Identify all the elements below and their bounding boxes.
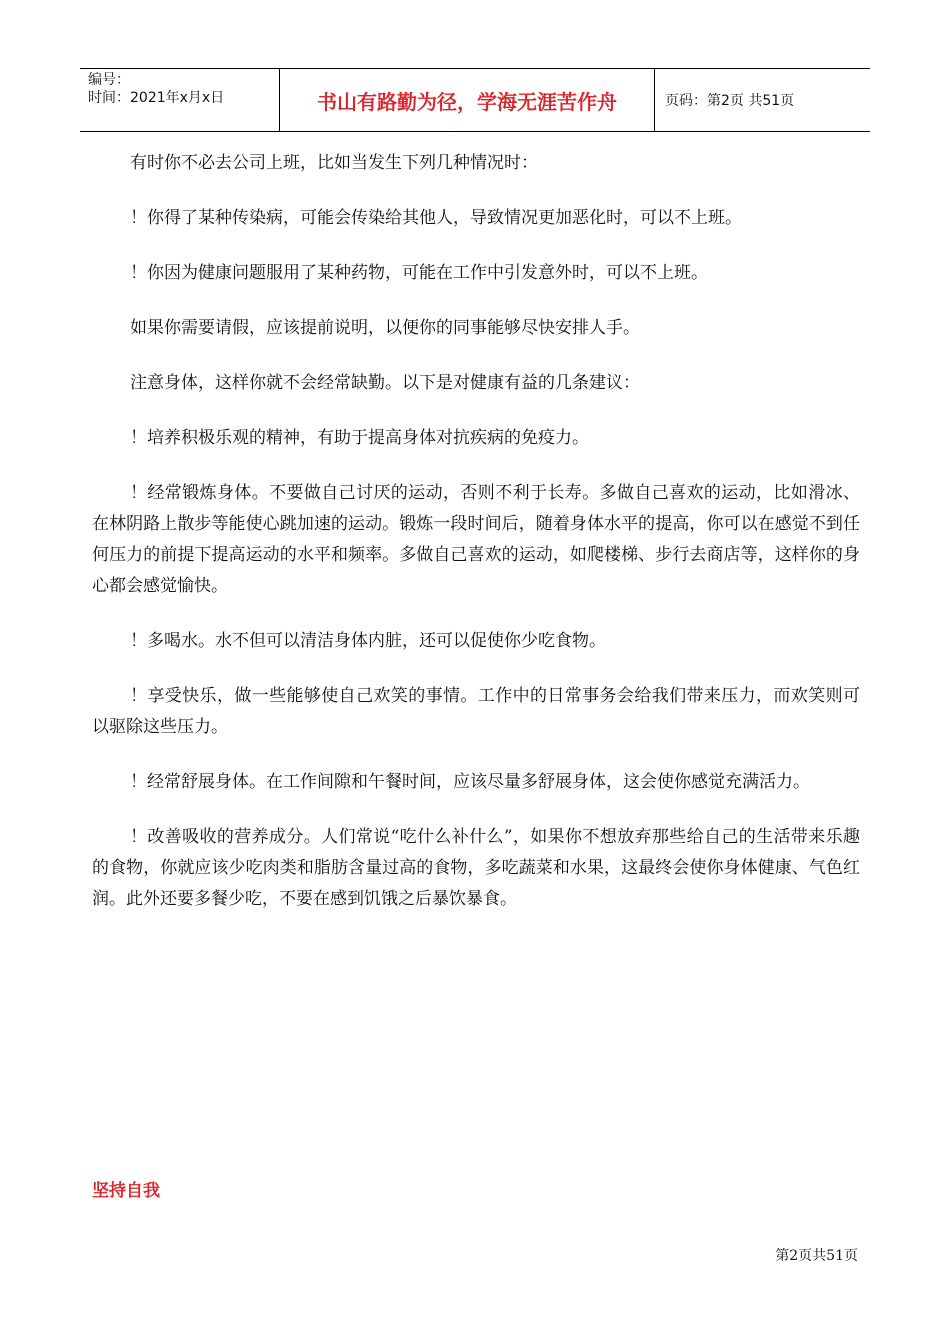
- header-motto: 书山有路勤为径，学海无涯苦作舟: [280, 69, 655, 131]
- paragraph-8: ！多喝水。水不但可以清洁身体内脏，还可以促使你少吃食物。: [130, 631, 606, 651]
- time-label: 时间：2021年x月x日: [88, 90, 225, 106]
- page-footer: 第2页共51页: [775, 1248, 858, 1264]
- section-heading: 坚持自我: [92, 1181, 160, 1201]
- document-body: [92, 148, 860, 939]
- paragraph-9: ！享受快乐，做一些能够使自己欢笑的事情。工作中的日常事务会给我们带来压力，而欢笑则可以驱除这些压力。: [92, 686, 860, 737]
- paragraph-7: ！经常锻炼身体。不要做自己讨厌的运动，否则不利于长寿。多做自己喜欢的运动，比如滑冰、在林阴路上散步等能使心跳加速的运动。锻炼一段时间后，随着身体水平的提高，你可以在感觉不到任何压力的前提下提高运动的水平和频率。多做自己喜欢的运动，如爬楼梯、步行去商店等，这样你的身心都会感觉愉快。: [92, 483, 860, 596]
- paragraph-10: ！经常舒展身体。在工作间隙和午餐时间，应该尽量多舒展身体，这会使你感觉充满活力。: [130, 772, 810, 792]
- paragraph-4: 如果你需要请假，应该提前说明，以便你的同事能够尽快安排人手。: [130, 318, 640, 338]
- paragraph-5: 注意身体，这样你就不会经常缺勤。以下是对健康有益的几条建议：: [130, 373, 640, 393]
- page-header: [80, 68, 870, 132]
- paragraph-11: ！改善吸收的营养成分。人们常说“吃什么补什么”，如果你不想放弃那些给自己的生活带来乐趣的食物，你就应该少吃肉类和脂肪含量过高的食物，多吃蔬菜和水果，这最终会使你身体健康、气色红润。此外还要多餐少吃，不要在感到饥饿之后暴饮暴食。: [92, 827, 860, 909]
- header-page-label: 页码：第2页 共51页: [665, 93, 795, 109]
- header-meta: [80, 69, 280, 131]
- paragraph-3: ！你因为健康问题服用了某种药物，可能在工作中引发意外时，可以不上班。: [130, 263, 708, 283]
- code-label: 编号：: [88, 72, 130, 88]
- paragraph-2: ！你得了某种传染病，可能会传染给其他人，导致情况更加恶化时，可以不上班。: [130, 208, 742, 228]
- paragraph-1: 有时你不必去公司上班，比如当发生下列几种情况时：: [130, 153, 538, 173]
- paragraph-6: ！培养积极乐观的精神，有助于提高身体对抗疾病的免疫力。: [130, 428, 589, 448]
